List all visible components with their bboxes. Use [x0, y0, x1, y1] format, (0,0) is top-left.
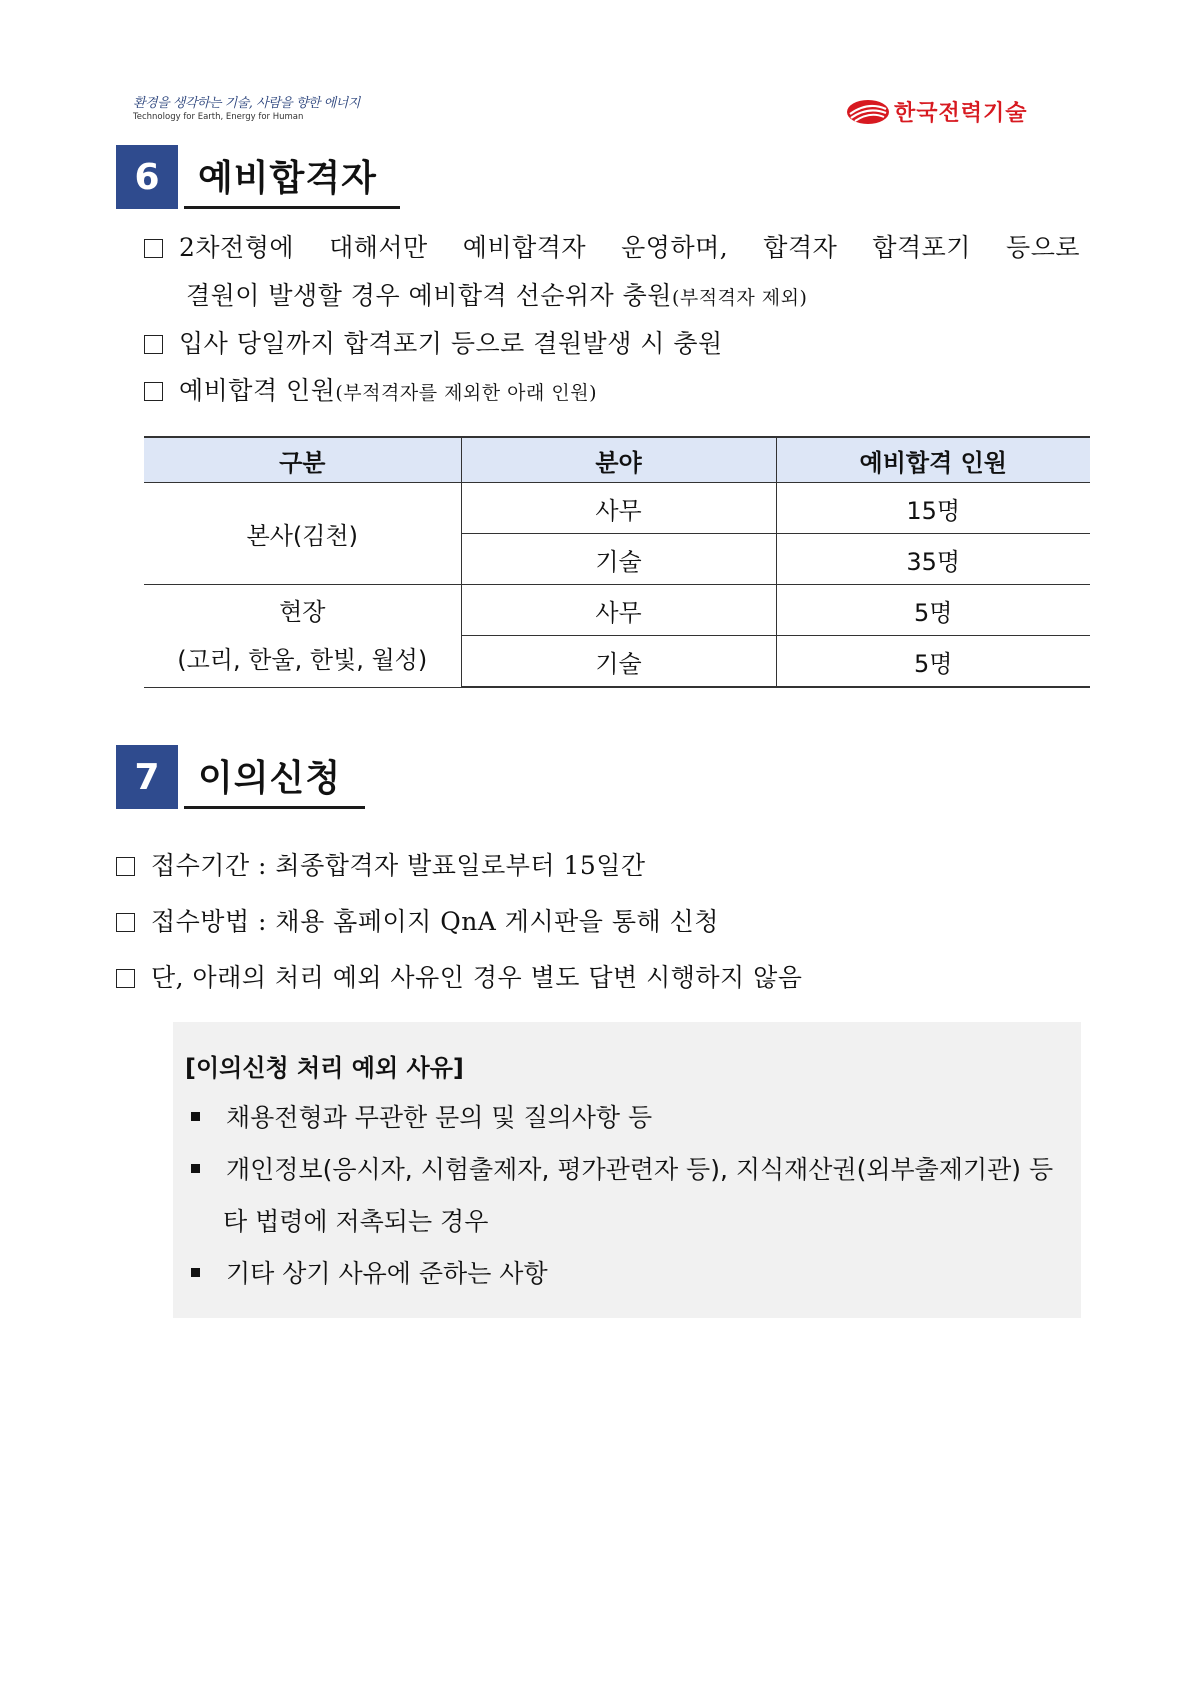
company-name: 한국전력기술 [894, 101, 1028, 126]
table-row [144, 585, 1090, 636]
section-7-header [116, 745, 365, 809]
section-6-bullet-1 [144, 228, 1080, 264]
section-title-wrap [184, 145, 400, 209]
square-bullet-icon [191, 1112, 200, 1121]
slogan-korean: 환경을 생각하는 기술, 사람을 향한 에너지 [133, 96, 360, 111]
group-name: 현장 [279, 597, 326, 626]
exceptions-title: [이의신청 처리 예외 사유] [185, 1054, 464, 1082]
header-field: 분야 [461, 437, 776, 483]
checkbox-icon [144, 335, 163, 354]
checkbox-icon [116, 857, 135, 876]
group-name-cell [144, 585, 461, 688]
section-title-wrap [184, 745, 365, 809]
slogan-english: Technology for Earth, Energy for Human [133, 112, 304, 122]
reserve-quota-table [144, 436, 1090, 688]
section-6-bullet-1-cont [186, 276, 807, 312]
bullet-note: (부적격자를 제외한 아래 인원) [335, 382, 598, 404]
section-title: 예비합격자 [198, 158, 377, 199]
square-bullet-icon [191, 1268, 200, 1277]
bullet-text: 접수방법 : 채용 홈페이지 QnA 게시판을 통해 신청 [151, 907, 719, 936]
checkbox-icon [144, 239, 163, 258]
count-cell: 15명 [776, 483, 1090, 534]
exception-text: 개인정보(응시자, 시험출제자, 평가관련자 등), 지식재산권(외부출제기관) 등 [226, 1155, 1054, 1184]
company-logo [846, 96, 1028, 127]
bullet-note: (부적격자 제외) [671, 287, 808, 309]
section-6-bullet-3 [144, 371, 597, 407]
section-6-bullet-2 [144, 324, 723, 360]
count-cell: 5명 [776, 636, 1090, 688]
count-cell: 5명 [776, 585, 1090, 636]
bullet-text: 단, 아래의 처리 예외 사유인 경우 별도 답변 시행하지 않음 [151, 963, 803, 992]
bullet-text: 접수기간 : 최종합격자 발표일로부터 15일간 [151, 851, 646, 880]
group-sites: (고리, 한울, 한빛, 월성) [177, 645, 428, 674]
exception-item [191, 1254, 548, 1290]
table-row [144, 483, 1090, 534]
field-cell: 사무 [461, 585, 776, 636]
field-cell: 기술 [461, 534, 776, 585]
bullet-text: 입사 당일까지 합격포기 등으로 결원발생 시 충원 [179, 329, 723, 358]
table-header-row [144, 437, 1090, 483]
checkbox-icon [116, 913, 135, 932]
field-cell: 기술 [461, 636, 776, 688]
exception-item-cont: 타 법령에 저촉되는 경우 [223, 1207, 489, 1236]
section-number: 6 [116, 145, 178, 209]
exceptions-box [173, 1022, 1081, 1318]
header-slogan [133, 92, 360, 122]
section-7-bullet-3 [116, 958, 802, 994]
section-title: 이의신청 [198, 758, 342, 799]
checkbox-icon [116, 969, 135, 988]
bullet-text: 2차전형에 대해서만 예비합격자 운영하며, 합격자 합격포기 등으로 [179, 233, 1080, 262]
group-name: 본사(김천) [144, 483, 461, 585]
section-7-bullet-1 [116, 846, 646, 882]
bullet-text: 예비합격 인원 [179, 376, 336, 405]
section-6-header [116, 145, 400, 209]
bullet-text: 결원이 발생할 경우 예비합격 선순위자 충원 [186, 281, 672, 310]
header-category: 구분 [144, 437, 461, 483]
count-cell: 35명 [776, 534, 1090, 585]
exception-item [191, 1150, 1053, 1186]
field-cell: 사무 [461, 483, 776, 534]
section-7-bullet-2 [116, 902, 719, 938]
section-number: 7 [116, 745, 178, 809]
kepco-logo-icon [846, 99, 890, 125]
exception-text: 기타 상기 사유에 준하는 사항 [226, 1259, 548, 1288]
checkbox-icon [144, 382, 163, 401]
exception-text: 채용전형과 무관한 문의 및 질의사항 등 [226, 1103, 653, 1132]
square-bullet-icon [191, 1164, 200, 1173]
header-count: 예비합격 인원 [776, 437, 1090, 483]
exception-item [191, 1098, 652, 1134]
